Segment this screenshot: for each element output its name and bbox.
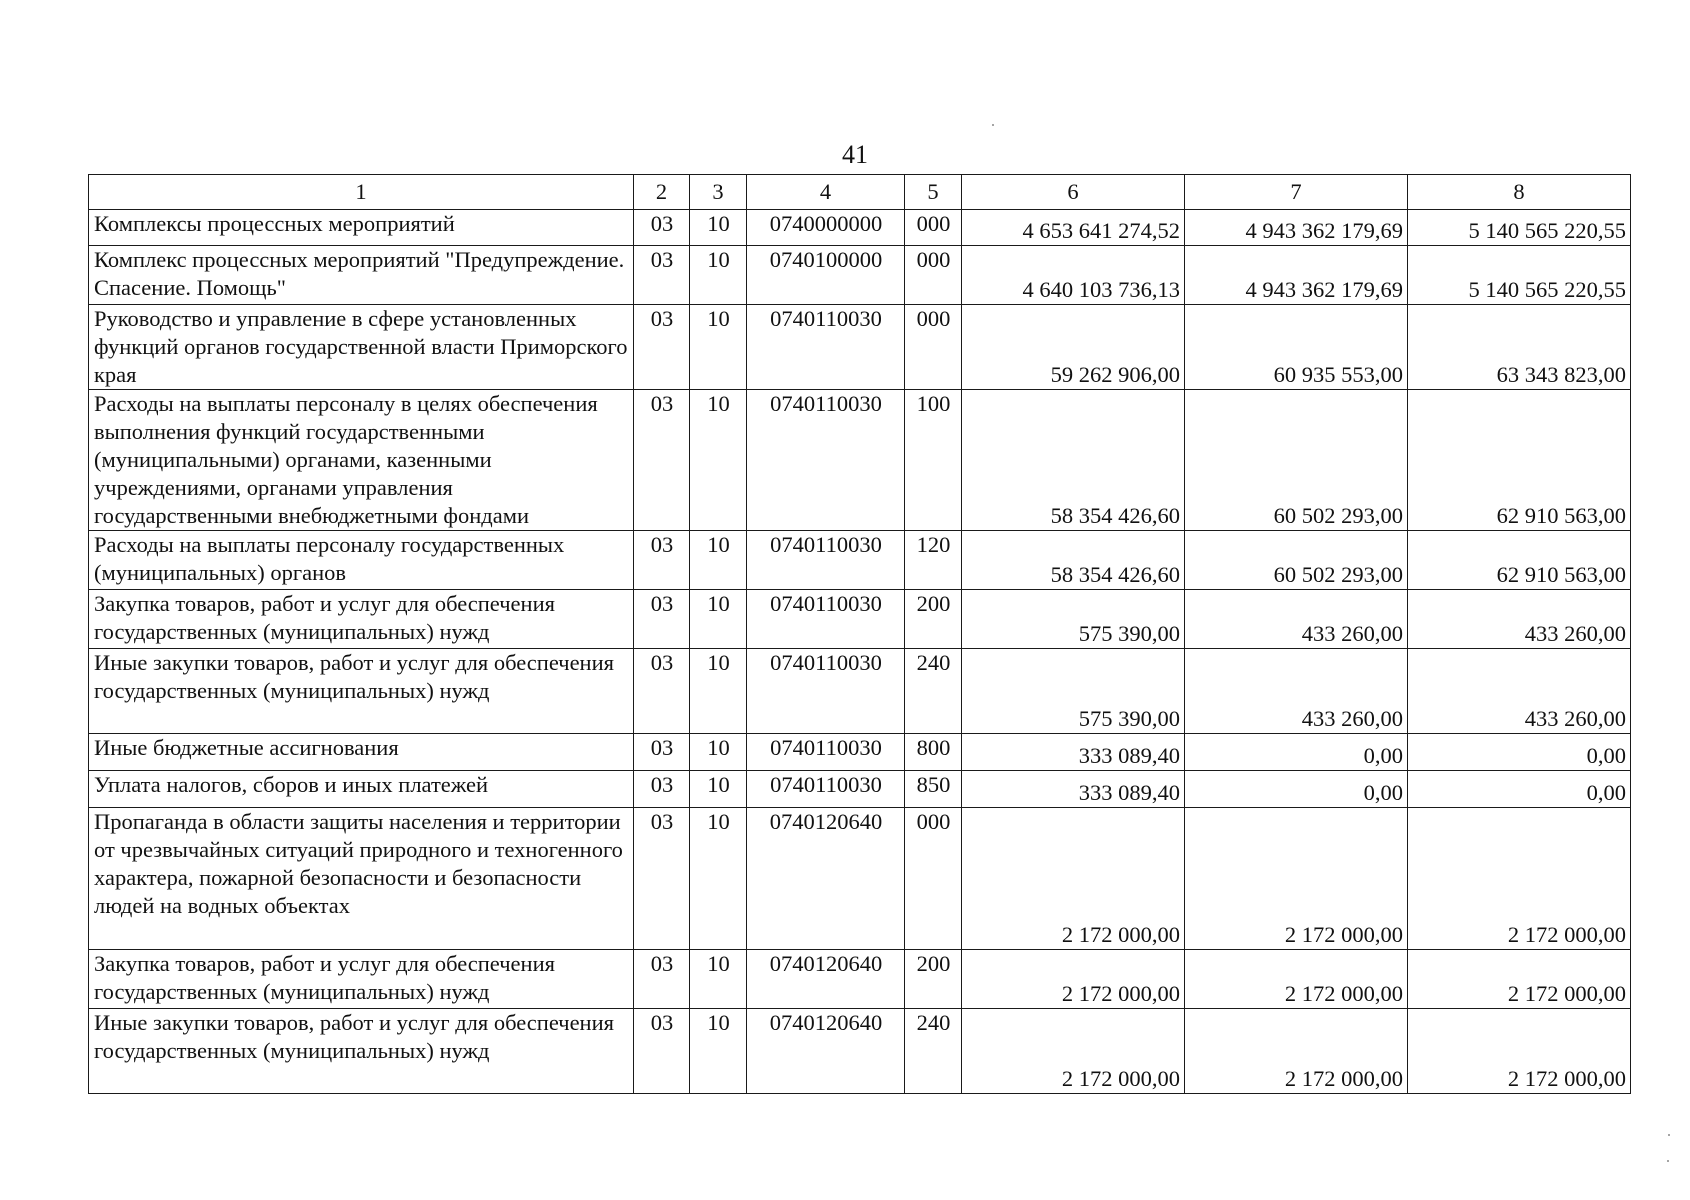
subsection-code-cell: 10 — [690, 649, 747, 734]
section-code-cell: 03 — [634, 734, 690, 771]
section-code-cell: 03 — [634, 1009, 690, 1094]
amount-col7-cell: 2 172 000,00 — [1185, 950, 1408, 1009]
column-header: 5 — [905, 175, 962, 210]
scan-speck — [1668, 1134, 1670, 1136]
section-code-cell: 03 — [634, 246, 690, 305]
section-code-cell: 03 — [634, 531, 690, 590]
expense-type-cell: 240 — [905, 1009, 962, 1094]
subsection-code-cell: 10 — [690, 950, 747, 1009]
column-header: 6 — [962, 175, 1185, 210]
amount-col7-cell: 0,00 — [1185, 734, 1408, 771]
target-article-cell: 0740110030 — [747, 649, 905, 734]
expense-type-cell: 100 — [905, 390, 962, 531]
amount-col7-cell: 4 943 362 179,69 — [1185, 246, 1408, 305]
subsection-code-cell: 10 — [690, 808, 747, 950]
amount-col8-cell: 2 172 000,00 — [1408, 1009, 1631, 1094]
amount-col6-cell: 575 390,00 — [962, 649, 1185, 734]
amount-col8-cell: 433 260,00 — [1408, 590, 1631, 649]
column-header: 8 — [1408, 175, 1631, 210]
amount-col6-cell: 58 354 426,60 — [962, 390, 1185, 531]
section-code-cell: 03 — [634, 649, 690, 734]
table-row — [89, 531, 1631, 590]
table-row — [89, 808, 1631, 950]
expense-type-cell: 000 — [905, 210, 962, 246]
table-row — [89, 734, 1631, 771]
subsection-code-cell: 10 — [690, 531, 747, 590]
amount-col6-cell: 2 172 000,00 — [962, 1009, 1185, 1094]
amount-col8-cell: 62 910 563,00 — [1408, 390, 1631, 531]
table-row — [89, 590, 1631, 649]
amount-col6-cell: 333 089,40 — [962, 771, 1185, 808]
header-row — [89, 175, 1631, 210]
amount-col7-cell: 60 935 553,00 — [1185, 305, 1408, 390]
row-name-cell: Руководство и управление в сфере установленных функций органов государственной власти Приморского края — [89, 305, 634, 390]
target-article-cell: 0740000000 — [747, 210, 905, 246]
amount-col7-cell: 4 943 362 179,69 — [1185, 210, 1408, 246]
amount-col6-cell: 4 640 103 736,13 — [962, 246, 1185, 305]
column-header: 7 — [1185, 175, 1408, 210]
amount-col8-cell: 2 172 000,00 — [1408, 808, 1631, 950]
column-header: 1 — [89, 175, 634, 210]
expense-type-cell: 120 — [905, 531, 962, 590]
expense-type-cell: 800 — [905, 734, 962, 771]
row-name-cell: Уплата налогов, сборов и иных платежей — [89, 771, 634, 808]
table-row — [89, 771, 1631, 808]
row-name-cell: Расходы на выплаты персоналу в целях обеспечения выполнения функций государственными (муниципальными) органами, казенными учреждениями, органами управления государственными внебюджетными фондами — [89, 390, 634, 531]
column-header: 4 — [747, 175, 905, 210]
target-article-cell: 0740120640 — [747, 808, 905, 950]
target-article-cell: 0740110030 — [747, 390, 905, 531]
row-name-cell: Комплекс процессных мероприятий "Предупреждение. Спасение. Помощь" — [89, 246, 634, 305]
target-article-cell: 0740110030 — [747, 305, 905, 390]
expense-type-cell: 200 — [905, 590, 962, 649]
target-article-cell: 0740100000 — [747, 246, 905, 305]
subsection-code-cell: 10 — [690, 590, 747, 649]
subsection-code-cell: 10 — [690, 771, 747, 808]
section-code-cell: 03 — [634, 590, 690, 649]
amount-col6-cell: 333 089,40 — [962, 734, 1185, 771]
target-article-cell: 0740120640 — [747, 950, 905, 1009]
amount-col6-cell: 575 390,00 — [962, 590, 1185, 649]
expense-type-cell: 000 — [905, 808, 962, 950]
column-header: 2 — [634, 175, 690, 210]
row-name-cell: Комплексы процессных мероприятий — [89, 210, 634, 246]
target-article-cell: 0740120640 — [747, 1009, 905, 1094]
amount-col7-cell: 0,00 — [1185, 771, 1408, 808]
subsection-code-cell: 10 — [690, 734, 747, 771]
scan-speck — [1667, 1160, 1669, 1162]
row-name-cell: Пропаганда в области защиты населения и территории от чрезвычайных ситуаций природного и техногенного характера, пожарной безопасности и безопасности людей на водных объектах — [89, 808, 634, 950]
amount-col8-cell: 0,00 — [1408, 734, 1631, 771]
scan-speck — [992, 124, 994, 126]
target-article-cell: 0740110030 — [747, 590, 905, 649]
expense-type-cell: 000 — [905, 246, 962, 305]
section-code-cell: 03 — [634, 808, 690, 950]
amount-col7-cell: 433 260,00 — [1185, 590, 1408, 649]
target-article-cell: 0740110030 — [747, 734, 905, 771]
section-code-cell: 03 — [634, 305, 690, 390]
table-row — [89, 649, 1631, 734]
row-name-cell: Иные бюджетные ассигнования — [89, 734, 634, 771]
amount-col6-cell: 59 262 906,00 — [962, 305, 1185, 390]
table-row — [89, 390, 1631, 531]
expense-type-cell: 850 — [905, 771, 962, 808]
amount-col7-cell: 60 502 293,00 — [1185, 531, 1408, 590]
section-code-cell: 03 — [634, 771, 690, 808]
amount-col8-cell: 62 910 563,00 — [1408, 531, 1631, 590]
amount-col8-cell: 5 140 565 220,55 — [1408, 210, 1631, 246]
row-name-cell: Иные закупки товаров, работ и услуг для обеспечения государственных (муниципальных) нужд — [89, 1009, 634, 1094]
amount-col8-cell: 2 172 000,00 — [1408, 950, 1631, 1009]
amount-col6-cell: 58 354 426,60 — [962, 531, 1185, 590]
target-article-cell: 0740110030 — [747, 531, 905, 590]
section-code-cell: 03 — [634, 390, 690, 531]
section-code-cell: 03 — [634, 210, 690, 246]
amount-col7-cell: 2 172 000,00 — [1185, 808, 1408, 950]
column-header: 3 — [690, 175, 747, 210]
section-code-cell: 03 — [634, 950, 690, 1009]
subsection-code-cell: 10 — [690, 246, 747, 305]
amount-col7-cell: 2 172 000,00 — [1185, 1009, 1408, 1094]
expense-type-cell: 000 — [905, 305, 962, 390]
expense-type-cell: 240 — [905, 649, 962, 734]
page-number: 41 — [842, 140, 868, 169]
subsection-code-cell: 10 — [690, 390, 747, 531]
subsection-code-cell: 10 — [690, 1009, 747, 1094]
table-row — [89, 305, 1631, 390]
subsection-code-cell: 10 — [690, 305, 747, 390]
subsection-code-cell: 10 — [690, 210, 747, 246]
row-name-cell: Закупка товаров, работ и услуг для обеспечения государственных (муниципальных) нужд — [89, 590, 634, 649]
amount-col6-cell: 2 172 000,00 — [962, 808, 1185, 950]
row-name-cell: Закупка товаров, работ и услуг для обеспечения государственных (муниципальных) нужд — [89, 950, 634, 1009]
table-row — [89, 1009, 1631, 1094]
row-name-cell: Расходы на выплаты персоналу государственных (муниципальных) органов — [89, 531, 634, 590]
table-row — [89, 210, 1631, 246]
amount-col6-cell: 4 653 641 274,52 — [962, 210, 1185, 246]
amount-col6-cell: 2 172 000,00 — [962, 950, 1185, 1009]
amount-col7-cell: 433 260,00 — [1185, 649, 1408, 734]
amount-col8-cell: 433 260,00 — [1408, 649, 1631, 734]
budget-table — [88, 174, 1631, 1094]
target-article-cell: 0740110030 — [747, 771, 905, 808]
table-row — [89, 950, 1631, 1009]
amount-col8-cell: 63 343 823,00 — [1408, 305, 1631, 390]
amount-col7-cell: 60 502 293,00 — [1185, 390, 1408, 531]
expense-type-cell: 200 — [905, 950, 962, 1009]
amount-col8-cell: 5 140 565 220,55 — [1408, 246, 1631, 305]
amount-col8-cell: 0,00 — [1408, 771, 1631, 808]
table-row — [89, 246, 1631, 305]
row-name-cell: Иные закупки товаров, работ и услуг для обеспечения государственных (муниципальных) нужд — [89, 649, 634, 734]
